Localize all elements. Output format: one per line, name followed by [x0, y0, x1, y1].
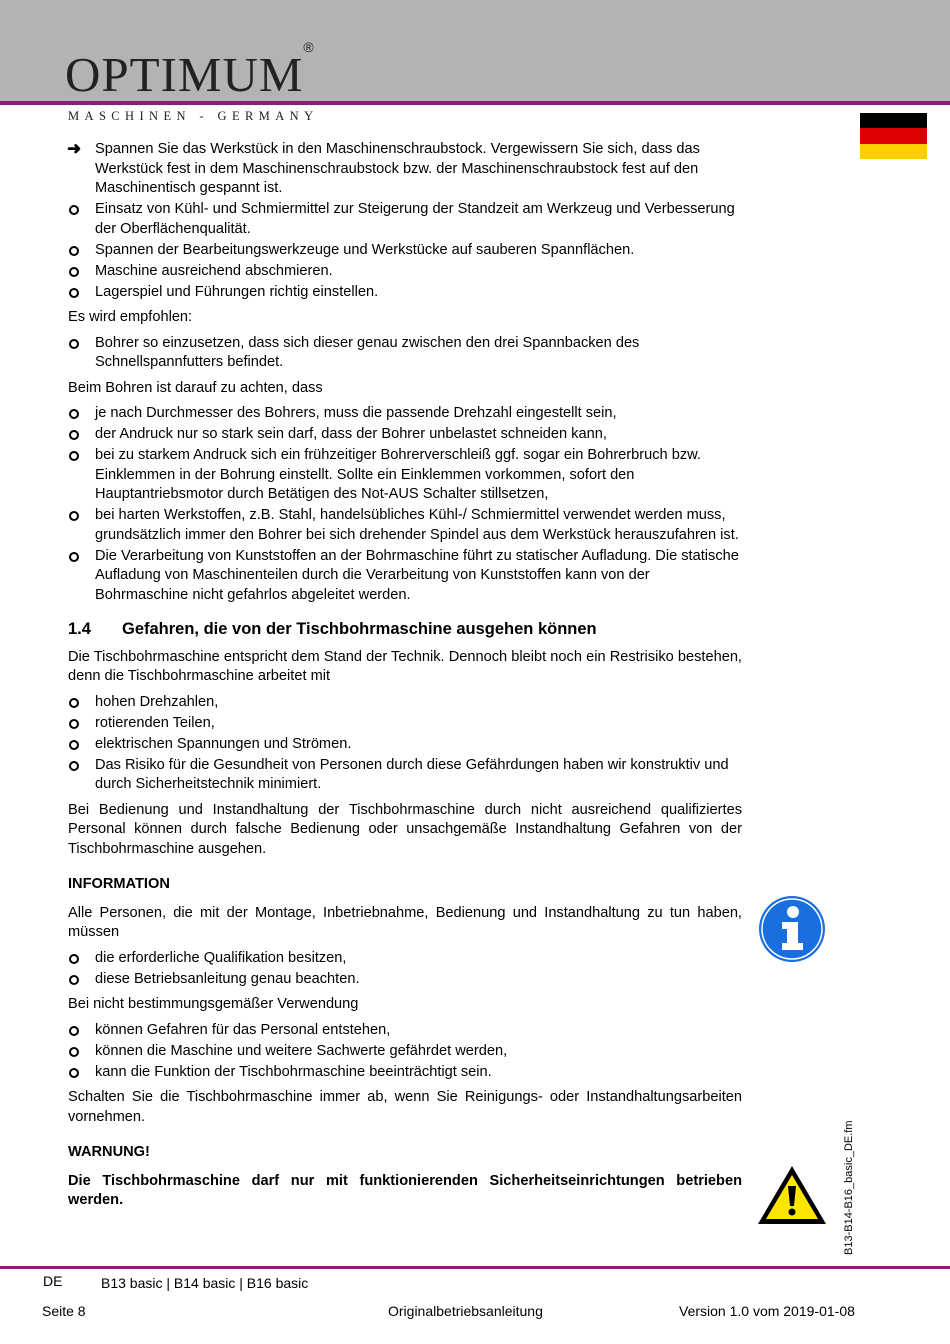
bullet-icon — [69, 409, 79, 419]
bullet-icon — [69, 552, 79, 562]
brand-subtitle: MASCHINEN - GERMANY — [68, 109, 319, 123]
bullet-icon — [69, 761, 79, 771]
bullet-icon — [69, 451, 79, 461]
warning-text: Die Tischbohrmaschine darf nur mit funktionierenden Sicherheitseinrichtungen betrieben werden. — [68, 1172, 742, 1208]
bullet-icon — [69, 339, 79, 349]
bullet-icon — [69, 1026, 79, 1036]
footer-language: DE — [43, 1273, 63, 1289]
list-item-text: können die Maschine und weitere Sachwerte gefährdet werden, — [95, 1042, 508, 1059]
footer-page-number: Seite 8 — [42, 1303, 86, 1319]
list-item-text: Einsatz von Kühl- und Schmiermittel zur Steigerung der Standzeit am Werkzeug und Verbesserung der Oberflächenqualität. — [95, 201, 735, 237]
list-item — [68, 241, 742, 261]
side-file-label: B13-B14-B16_basic_DE.fm — [843, 1120, 855, 1255]
list-item-text: kann die Funktion der Tischbohrmaschine beeinträchtigt sein. — [95, 1063, 492, 1080]
list-item — [68, 200, 742, 239]
list-item-text: elektrischen Spannungen und Strömen. — [95, 735, 352, 752]
list-item-text: die erforderliche Qualifikation besitzen, — [95, 949, 347, 966]
recommend-list — [68, 334, 742, 373]
list-item-text: Lagerspiel und Führungen richtig einstellen. — [95, 283, 379, 300]
bullet-icon — [69, 1068, 79, 1078]
switch-off-paragraph: Schalten Sie die Tischbohrmaschine immer ab, wenn Sie Reinigungs- oder Instandhaltungsarbeiten vornehmen. — [68, 1089, 742, 1125]
list-item — [68, 404, 742, 424]
bullet-icon — [69, 719, 79, 729]
list-item — [68, 446, 742, 505]
bullet-icon — [69, 430, 79, 440]
list-item — [68, 547, 742, 606]
drilling-label: Beim Bohren ist darauf zu achten, dass — [68, 379, 323, 396]
bullet-icon — [69, 1047, 79, 1057]
bullet-icon — [69, 288, 79, 298]
information-intro: Alle Personen, die mit der Montage, Inbetriebnahme, Bedienung und Instandhaltung zu tun haben, müssen — [68, 904, 742, 940]
list-item — [68, 283, 742, 303]
list-item — [68, 1021, 742, 1041]
list-item-text: Das Risiko für die Gesundheit von Personen durch diese Gefährdungen haben wir konstruktiv und durch Sicherheitstechnik minimiert. — [95, 756, 729, 792]
list-item-text: bei zu starkem Andruck sich ein frühzeitiger Bohrerverschleiß ggf. sogar ein Bohrerbruch bzw. Einklemmen in der Bohrung einstellt. Sollte ein Einklemmen vorkommen, sofort den Hauptantriebsmotor durch Betätigen des Not-AUS Schalter stillsetzen, — [95, 447, 701, 502]
hazard-list — [68, 693, 742, 795]
information-list — [68, 949, 742, 990]
list-item — [68, 140, 742, 199]
list-item-text: rotierenden Teilen, — [95, 714, 215, 731]
bullet-icon — [69, 698, 79, 708]
bullet-icon — [69, 267, 79, 277]
bullet-icon — [69, 975, 79, 985]
warning-icon — [756, 1163, 828, 1227]
bullet-icon — [69, 511, 79, 521]
list-item — [68, 714, 742, 734]
footer-models: B13 basic | B14 basic | B16 basic — [101, 1275, 309, 1291]
warning-label: WARNUNG! — [68, 1144, 150, 1160]
list-item-text: Bohrer so einzusetzen, dass sich dieser genau zwischen den drei Spannbacken des Schnellspannfutters befindet. — [95, 334, 640, 370]
german-flag-icon — [860, 113, 927, 159]
list-item — [68, 1042, 742, 1062]
bullet-icon — [69, 954, 79, 964]
misuse-list — [68, 1021, 742, 1083]
misuse-label: Bei nicht bestimmungsgemäßer Verwendung — [68, 996, 359, 1012]
list-item-text: Die Verarbeitung von Kunststoffen an der Bohrmaschine führt zu statischer Aufladung. Die statische Aufladung von Maschinenteilen durch die Verarbeitung von Kunststoffen kann von der Bohrmaschine nicht gefahrlos abgeleitet werden. — [95, 547, 739, 603]
section-heading: 1.4 Gefahren, die von der Tischbohrmaschine ausgehen können — [68, 620, 597, 638]
section-intro: Die Tischbohrmaschine entspricht dem Stand der Technik. Dennoch bleibt noch ein Restrisiko bestehen, denn die Tischbohrmaschine arbeitet mit — [68, 648, 742, 684]
information-label: INFORMATION — [68, 876, 170, 892]
footer-version: Version 1.0 vom 2019-01-08 — [679, 1303, 855, 1319]
brand-logo: OPTIMUM® — [65, 38, 315, 102]
list-item-text: der Andruck nur so stark sein darf, dass der Bohrer unbelastet schneiden kann, — [95, 426, 607, 442]
main-content — [68, 140, 742, 1217]
list-item — [68, 693, 742, 713]
list-item-text: Spannen der Bearbeitungswerkzeuge und Werkstücke auf sauberen Spannflächen. — [95, 241, 635, 258]
bullet-icon — [69, 246, 79, 256]
list-item — [68, 756, 742, 795]
drilling-list — [68, 404, 742, 605]
list-item — [68, 262, 742, 282]
list-item-text: können Gefahren für das Personal entstehen, — [95, 1021, 391, 1038]
list-item-text: Maschine ausreichend abschmieren. — [95, 262, 333, 279]
operation-paragraph: Bei Bedienung und Instandhaltung der Tischbohrmaschine durch nicht ausreichend qualifiziertes Personal können durch falsche Bedienung oder unsachgemäße Instandhaltung Gefahren von der Tischbohrmaschine ausgehen. — [68, 801, 742, 857]
bullet-icon — [69, 740, 79, 750]
intro-list — [68, 140, 742, 302]
bullet-icon — [69, 205, 79, 215]
list-item — [68, 425, 742, 445]
list-item-text: je nach Durchmesser des Bohrers, muss die passende Drehzahl eingestellt sein, — [95, 405, 617, 421]
list-item — [68, 1063, 742, 1083]
list-item-text: diese Betriebsanleitung genau beachten. — [95, 970, 360, 987]
list-item-text: bei harten Werkstoffen, z.B. Stahl, handelsübliches Kühl-/ Schmiermittel verwendet werden muss, grundsätzlich immer den Bohrer bei sich drehender Spindel aus dem Werkstück herauszufahren ist. — [95, 507, 739, 543]
list-item — [68, 506, 742, 545]
recommend-label: Es wird empfohlen: — [68, 309, 193, 325]
arrow-icon: ➜ — [67, 139, 82, 158]
list-item — [68, 970, 742, 990]
list-item — [68, 949, 742, 969]
footer-divider — [0, 1266, 950, 1269]
list-item — [68, 735, 742, 755]
information-icon — [758, 895, 826, 963]
footer-document-title: Originalbetriebsanleitung — [388, 1303, 543, 1319]
list-item-text: Spannen Sie das Werkstück in den Maschinenschraubstock. Vergewissern Sie sich, dass das Werkstück fest in dem Maschinenschraubstock bzw. der Maschinenschraubstock fest auf den Maschinentisch gespannt ist. — [95, 141, 700, 196]
list-item — [68, 334, 742, 373]
list-item-text: hohen Drehzahlen, — [95, 693, 219, 710]
